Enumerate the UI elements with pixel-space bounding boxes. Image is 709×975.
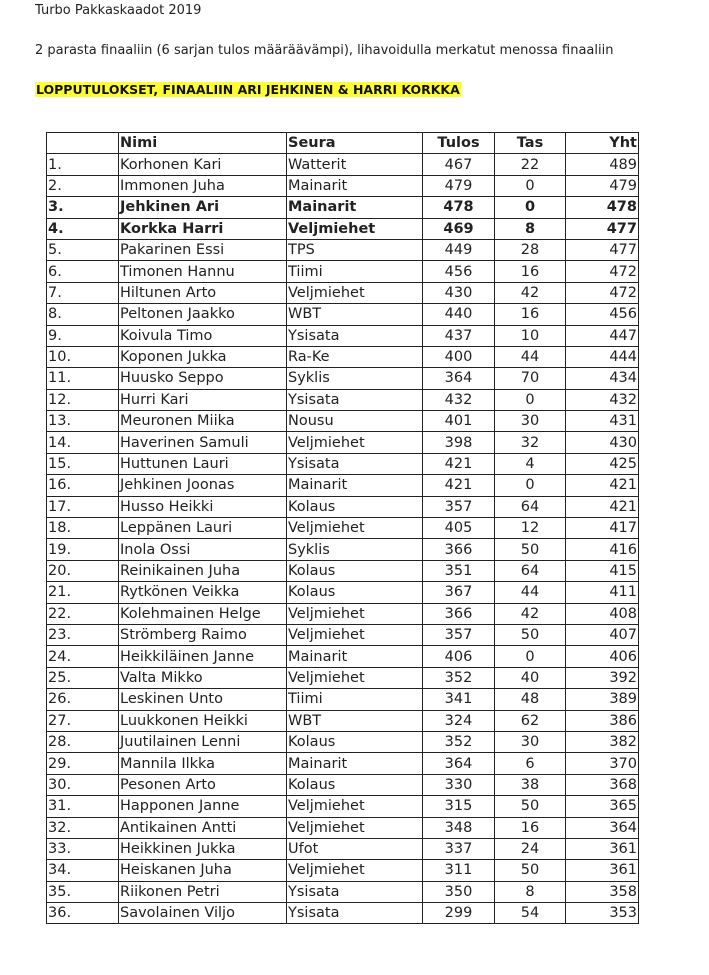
cell-rank: 11. <box>47 368 119 389</box>
cell-name: Korhonen Kari <box>119 154 287 175</box>
cell-club: Tiimi <box>287 689 423 710</box>
cell-rank: 12. <box>47 389 119 410</box>
cell-total: 430 <box>566 432 639 453</box>
table-row <box>47 368 639 389</box>
cell-name: Hiltunen Arto <box>119 282 287 303</box>
header-result: Tulos <box>423 133 495 154</box>
cell-total: 477 <box>566 239 639 260</box>
cell-club: Kolaus <box>287 731 423 752</box>
cell-result: 449 <box>423 239 495 260</box>
cell-name: Pesonen Arto <box>119 774 287 795</box>
table-row <box>47 624 639 645</box>
cell-rank: 28. <box>47 731 119 752</box>
cell-name: Peltonen Jaakko <box>119 304 287 325</box>
cell-rank: 5. <box>47 239 119 260</box>
cell-rank: 23. <box>47 624 119 645</box>
cell-total: 365 <box>566 796 639 817</box>
table-row <box>47 411 639 432</box>
cell-club: Ysisata <box>287 903 423 924</box>
cell-result: 352 <box>423 667 495 688</box>
table-row <box>47 518 639 539</box>
cell-name: Huusko Seppo <box>119 368 287 389</box>
cell-club: Ra-Ke <box>287 346 423 367</box>
cell-total: 358 <box>566 881 639 902</box>
cell-total: 472 <box>566 282 639 303</box>
cell-club: Kolaus <box>287 560 423 581</box>
cell-name: Juutilainen Lenni <box>119 731 287 752</box>
header-rank <box>47 133 119 154</box>
table-row <box>47 432 639 453</box>
cell-tas: 64 <box>495 560 566 581</box>
cell-club: Veljmiehet <box>287 796 423 817</box>
header-total: Yht <box>566 133 639 154</box>
cell-result: 406 <box>423 646 495 667</box>
cell-tas: 38 <box>495 774 566 795</box>
cell-result: 357 <box>423 496 495 517</box>
cell-tas: 48 <box>495 689 566 710</box>
cell-rank: 1. <box>47 154 119 175</box>
cell-result: 352 <box>423 731 495 752</box>
cell-name: Savolainen Viljo <box>119 903 287 924</box>
cell-name: Inola Ossi <box>119 539 287 560</box>
cell-club: Mainarit <box>287 197 423 218</box>
cell-result: 299 <box>423 903 495 924</box>
cell-name: Heikkinen Jukka <box>119 838 287 859</box>
cell-tas: 16 <box>495 304 566 325</box>
cell-tas: 50 <box>495 539 566 560</box>
cell-club: Veljmiehet <box>287 432 423 453</box>
table-row <box>47 304 639 325</box>
cell-result: 364 <box>423 368 495 389</box>
cell-result: 367 <box>423 582 495 603</box>
cell-name: Riikonen Petri <box>119 881 287 902</box>
cell-result: 432 <box>423 389 495 410</box>
cell-name: Leskinen Unto <box>119 689 287 710</box>
cell-tas: 6 <box>495 753 566 774</box>
header-club: Seura <box>287 133 423 154</box>
cell-rank: 8. <box>47 304 119 325</box>
table-row <box>47 261 639 282</box>
table-row <box>47 389 639 410</box>
cell-tas: 0 <box>495 197 566 218</box>
cell-result: 478 <box>423 197 495 218</box>
cell-result: 341 <box>423 689 495 710</box>
cell-tas: 12 <box>495 518 566 539</box>
cell-rank: 29. <box>47 753 119 774</box>
table-row <box>47 346 639 367</box>
cell-name: Immonen Juha <box>119 175 287 196</box>
cell-tas: 42 <box>495 603 566 624</box>
cell-name: Koivula Timo <box>119 325 287 346</box>
cell-club: Syklis <box>287 539 423 560</box>
cell-total: 477 <box>566 218 639 239</box>
cell-club: WBT <box>287 710 423 731</box>
cell-total: 478 <box>566 197 639 218</box>
page-subtitle: 2 parasta finaaliin (6 sarjan tulos määräävämpi), lihavoidulla merkatut menossa finaaliin <box>35 43 614 58</box>
cell-tas: 8 <box>495 218 566 239</box>
cell-rank: 34. <box>47 860 119 881</box>
cell-total: 456 <box>566 304 639 325</box>
cell-club: Veljmiehet <box>287 518 423 539</box>
cell-rank: 15. <box>47 453 119 474</box>
cell-name: Jehkinen Ari <box>119 197 287 218</box>
cell-name: Heikkiläinen Janne <box>119 646 287 667</box>
cell-result: 364 <box>423 753 495 774</box>
cell-total: 431 <box>566 411 639 432</box>
cell-club: Veljmiehet <box>287 860 423 881</box>
table-row <box>47 582 639 603</box>
cell-total: 421 <box>566 475 639 496</box>
cell-result: 337 <box>423 838 495 859</box>
cell-club: Veljmiehet <box>287 624 423 645</box>
table-row <box>47 197 639 218</box>
table-row <box>47 239 639 260</box>
cell-name: Koponen Jukka <box>119 346 287 367</box>
cell-rank: 18. <box>47 518 119 539</box>
cell-total: 434 <box>566 368 639 389</box>
cell-result: 421 <box>423 475 495 496</box>
cell-total: 489 <box>566 154 639 175</box>
cell-tas: 0 <box>495 389 566 410</box>
cell-result: 400 <box>423 346 495 367</box>
table-row <box>47 218 639 239</box>
cell-name: Reinikainen Juha <box>119 560 287 581</box>
table-row <box>47 496 639 517</box>
results-body <box>47 154 639 924</box>
cell-tas: 62 <box>495 710 566 731</box>
cell-club: Kolaus <box>287 496 423 517</box>
cell-total: 479 <box>566 175 639 196</box>
cell-total: 407 <box>566 624 639 645</box>
table-row <box>47 603 639 624</box>
cell-total: 361 <box>566 860 639 881</box>
cell-tas: 0 <box>495 646 566 667</box>
table-row <box>47 860 639 881</box>
cell-name: Meuronen Miika <box>119 411 287 432</box>
cell-total: 425 <box>566 453 639 474</box>
cell-club: Kolaus <box>287 582 423 603</box>
cell-tas: 16 <box>495 817 566 838</box>
cell-name: Pakarinen Essi <box>119 239 287 260</box>
page-title: Turbo Pakkaskaadot 2019 <box>35 3 202 18</box>
cell-result: 401 <box>423 411 495 432</box>
cell-name: Mannila Ilkka <box>119 753 287 774</box>
cell-total: 406 <box>566 646 639 667</box>
table-row <box>47 175 639 196</box>
cell-name: Husso Heikki <box>119 496 287 517</box>
table-row <box>47 282 639 303</box>
cell-result: 479 <box>423 175 495 196</box>
header-tas: Tas <box>495 133 566 154</box>
cell-club: WBT <box>287 304 423 325</box>
cell-result: 456 <box>423 261 495 282</box>
cell-club: Tiimi <box>287 261 423 282</box>
cell-tas: 70 <box>495 368 566 389</box>
cell-club: Veljmiehet <box>287 218 423 239</box>
cell-result: 440 <box>423 304 495 325</box>
table-row <box>47 774 639 795</box>
cell-name: Valta Mikko <box>119 667 287 688</box>
cell-result: 315 <box>423 796 495 817</box>
cell-name: Huttunen Lauri <box>119 453 287 474</box>
table-row <box>47 817 639 838</box>
cell-rank: 10. <box>47 346 119 367</box>
results-table <box>46 132 639 924</box>
cell-total: 370 <box>566 753 639 774</box>
table-row <box>47 753 639 774</box>
cell-club: Ufot <box>287 838 423 859</box>
cell-total: 353 <box>566 903 639 924</box>
cell-tas: 64 <box>495 496 566 517</box>
cell-name: Happonen Janne <box>119 796 287 817</box>
table-row <box>47 560 639 581</box>
cell-name: Hurri Kari <box>119 389 287 410</box>
cell-rank: 31. <box>47 796 119 817</box>
cell-result: 430 <box>423 282 495 303</box>
cell-result: 348 <box>423 817 495 838</box>
cell-name: Haverinen Samuli <box>119 432 287 453</box>
cell-tas: 22 <box>495 154 566 175</box>
cell-tas: 50 <box>495 624 566 645</box>
cell-total: 386 <box>566 710 639 731</box>
cell-total: 382 <box>566 731 639 752</box>
cell-name: Luukkonen Heikki <box>119 710 287 731</box>
cell-rank: 13. <box>47 411 119 432</box>
cell-club: Veljmiehet <box>287 282 423 303</box>
table-row <box>47 453 639 474</box>
cell-result: 469 <box>423 218 495 239</box>
cell-result: 437 <box>423 325 495 346</box>
cell-result: 330 <box>423 774 495 795</box>
cell-total: 368 <box>566 774 639 795</box>
cell-club: Veljmiehet <box>287 817 423 838</box>
cell-tas: 24 <box>495 838 566 859</box>
cell-result: 311 <box>423 860 495 881</box>
cell-rank: 9. <box>47 325 119 346</box>
cell-tas: 50 <box>495 860 566 881</box>
cell-club: Ysisata <box>287 325 423 346</box>
cell-total: 364 <box>566 817 639 838</box>
cell-rank: 14. <box>47 432 119 453</box>
cell-rank: 22. <box>47 603 119 624</box>
cell-total: 417 <box>566 518 639 539</box>
cell-total: 392 <box>566 667 639 688</box>
cell-rank: 21. <box>47 582 119 603</box>
cell-name: Jehkinen Joonas <box>119 475 287 496</box>
cell-club: Nousu <box>287 411 423 432</box>
highlight-text: LOPPUTULOKSET, FINAALIIN ARI JEHKINEN & HARRI KORKKA <box>36 82 460 97</box>
cell-rank: 16. <box>47 475 119 496</box>
cell-result: 467 <box>423 154 495 175</box>
cell-rank: 30. <box>47 774 119 795</box>
table-row <box>47 903 639 924</box>
cell-rank: 3. <box>47 197 119 218</box>
cell-total: 411 <box>566 582 639 603</box>
cell-result: 350 <box>423 881 495 902</box>
table-row <box>47 731 639 752</box>
cell-result: 398 <box>423 432 495 453</box>
cell-result: 351 <box>423 560 495 581</box>
table-row <box>47 881 639 902</box>
cell-tas: 28 <box>495 239 566 260</box>
cell-rank: 36. <box>47 903 119 924</box>
cell-tas: 44 <box>495 582 566 603</box>
cell-tas: 4 <box>495 453 566 474</box>
table-row <box>47 689 639 710</box>
cell-result: 421 <box>423 453 495 474</box>
cell-name: Leppänen Lauri <box>119 518 287 539</box>
table-row <box>47 646 639 667</box>
cell-rank: 24. <box>47 646 119 667</box>
cell-rank: 20. <box>47 560 119 581</box>
cell-tas: 30 <box>495 411 566 432</box>
cell-total: 472 <box>566 261 639 282</box>
table-row <box>47 154 639 175</box>
cell-result: 357 <box>423 624 495 645</box>
cell-rank: 26. <box>47 689 119 710</box>
cell-tas: 0 <box>495 475 566 496</box>
table-row <box>47 796 639 817</box>
cell-name: Antikainen Antti <box>119 817 287 838</box>
cell-club: Mainarit <box>287 646 423 667</box>
cell-total: 447 <box>566 325 639 346</box>
cell-result: 366 <box>423 539 495 560</box>
cell-result: 324 <box>423 710 495 731</box>
table-row <box>47 667 639 688</box>
cell-rank: 2. <box>47 175 119 196</box>
cell-rank: 7. <box>47 282 119 303</box>
cell-rank: 35. <box>47 881 119 902</box>
cell-total: 389 <box>566 689 639 710</box>
cell-total: 408 <box>566 603 639 624</box>
cell-club: Veljmiehet <box>287 667 423 688</box>
cell-name: Timonen Hannu <box>119 261 287 282</box>
cell-club: TPS <box>287 239 423 260</box>
cell-club: Ysisata <box>287 453 423 474</box>
cell-club: Kolaus <box>287 774 423 795</box>
cell-club: Mainarit <box>287 475 423 496</box>
cell-club: Mainarit <box>287 175 423 196</box>
table-row <box>47 325 639 346</box>
cell-total: 432 <box>566 389 639 410</box>
cell-total: 415 <box>566 560 639 581</box>
cell-club: Ysisata <box>287 881 423 902</box>
cell-club: Syklis <box>287 368 423 389</box>
cell-name: Kolehmainen Helge <box>119 603 287 624</box>
cell-rank: 32. <box>47 817 119 838</box>
table-row <box>47 539 639 560</box>
header-name: Nimi <box>119 133 287 154</box>
cell-club: Ysisata <box>287 389 423 410</box>
cell-total: 444 <box>566 346 639 367</box>
cell-name: Heiskanen Juha <box>119 860 287 881</box>
cell-tas: 54 <box>495 903 566 924</box>
highlight-banner <box>35 81 461 98</box>
cell-tas: 10 <box>495 325 566 346</box>
cell-rank: 25. <box>47 667 119 688</box>
table-row <box>47 710 639 731</box>
cell-tas: 0 <box>495 175 566 196</box>
cell-tas: 8 <box>495 881 566 902</box>
cell-tas: 32 <box>495 432 566 453</box>
cell-rank: 27. <box>47 710 119 731</box>
cell-rank: 4. <box>47 218 119 239</box>
cell-rank: 6. <box>47 261 119 282</box>
cell-club: Watterit <box>287 154 423 175</box>
cell-club: Mainarit <box>287 753 423 774</box>
cell-name: Korkka Harri <box>119 218 287 239</box>
cell-result: 405 <box>423 518 495 539</box>
cell-tas: 50 <box>495 796 566 817</box>
cell-tas: 16 <box>495 261 566 282</box>
cell-tas: 30 <box>495 731 566 752</box>
cell-rank: 17. <box>47 496 119 517</box>
cell-total: 421 <box>566 496 639 517</box>
cell-result: 366 <box>423 603 495 624</box>
cell-name: Strömberg Raimo <box>119 624 287 645</box>
cell-name: Rytkönen Veikka <box>119 582 287 603</box>
table-header-row <box>47 133 639 154</box>
cell-tas: 42 <box>495 282 566 303</box>
cell-tas: 44 <box>495 346 566 367</box>
table-row <box>47 838 639 859</box>
cell-rank: 33. <box>47 838 119 859</box>
cell-total: 416 <box>566 539 639 560</box>
table-row <box>47 475 639 496</box>
cell-rank: 19. <box>47 539 119 560</box>
cell-club: Veljmiehet <box>287 603 423 624</box>
cell-total: 361 <box>566 838 639 859</box>
cell-tas: 40 <box>495 667 566 688</box>
